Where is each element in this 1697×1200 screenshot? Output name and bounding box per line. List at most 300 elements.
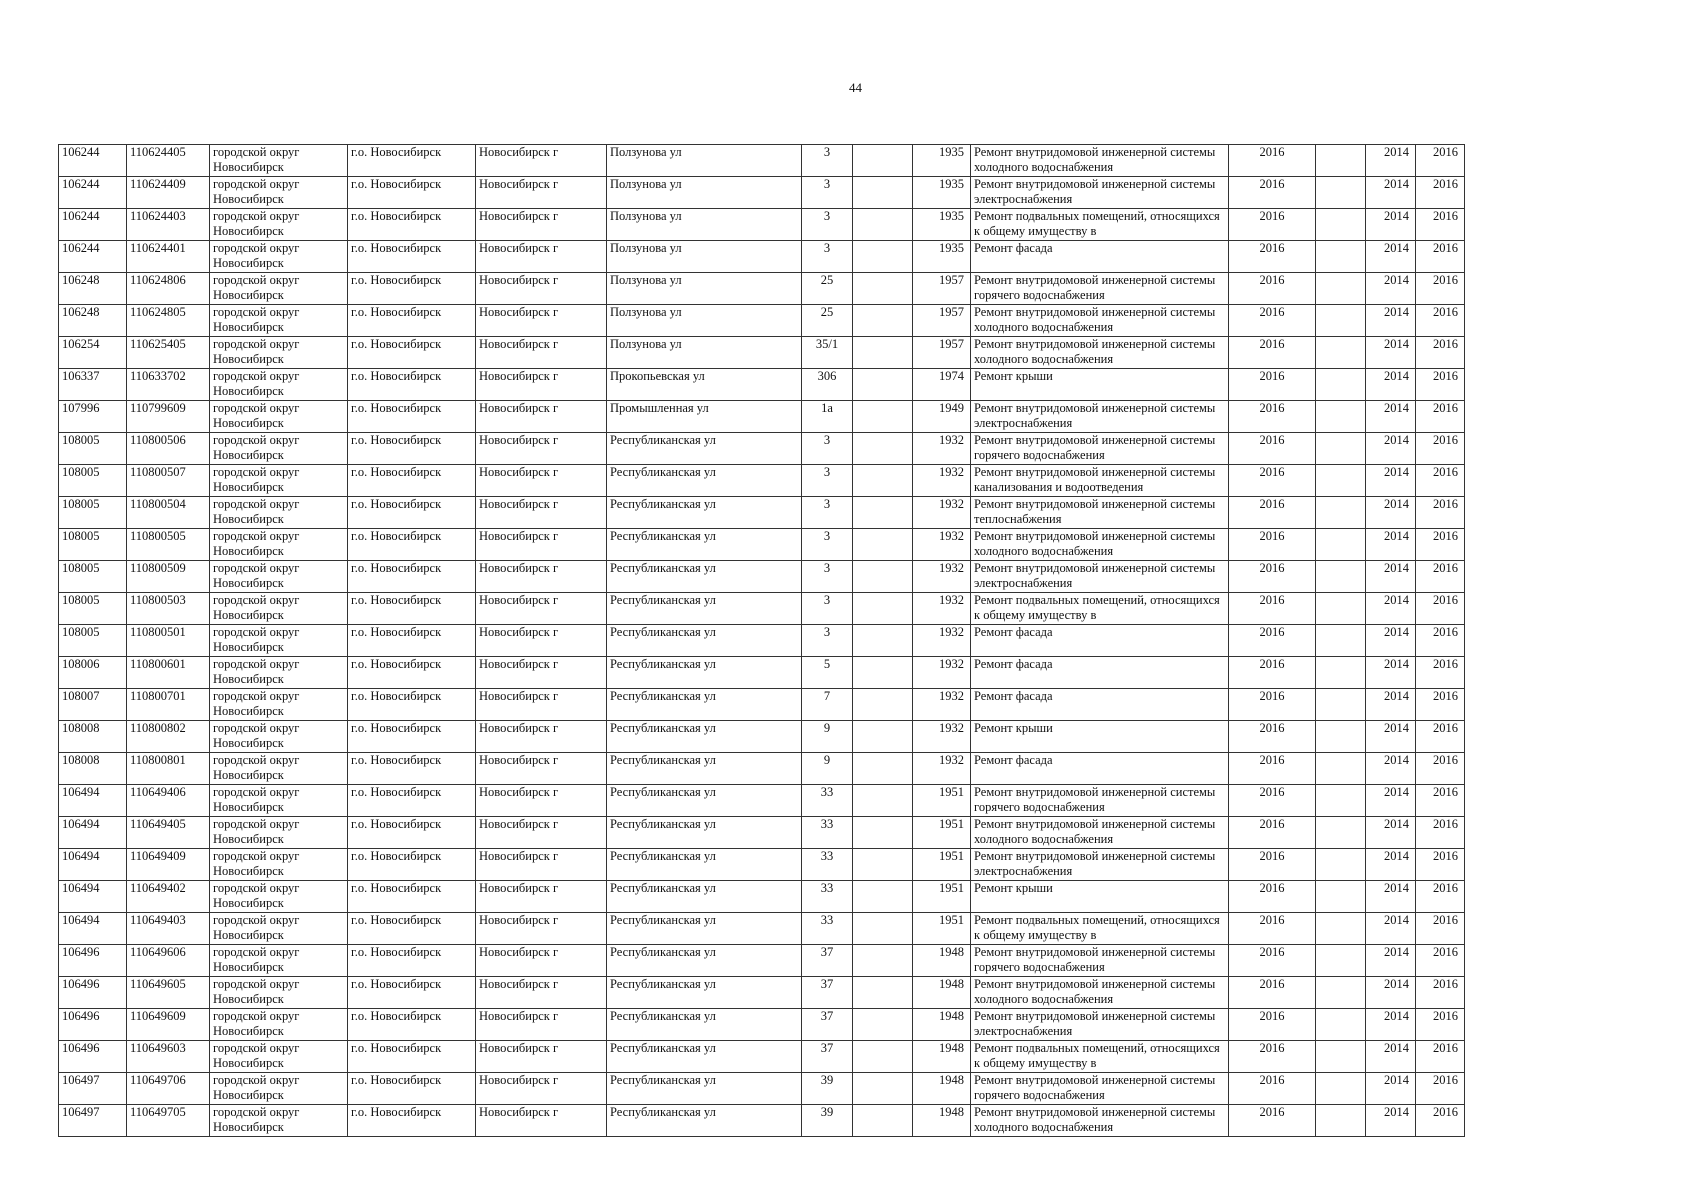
year-built-cell-text: 1951 [939, 881, 964, 895]
table-row [59, 945, 1465, 977]
object-id-cell [127, 177, 210, 209]
corpus-cell [853, 977, 913, 1009]
period-end-cell [1416, 241, 1465, 273]
house-id-cell [59, 1105, 127, 1137]
corpus-cell-text [856, 657, 909, 687]
period-start-cell [1366, 817, 1416, 849]
settlement-cell-text: г.о. Новосибирск [351, 465, 442, 479]
planned-year-cell [1229, 977, 1316, 1009]
house-number-cell-text: 3 [823, 145, 831, 159]
house-id-cell [59, 337, 127, 369]
period-end-cell [1416, 273, 1465, 305]
work-type-cell-text: Ремонт внутридомовой инженерной системы горячего водоснабжения [974, 273, 1216, 302]
blank-cell [1316, 433, 1366, 465]
city-cell [476, 497, 607, 529]
year-built-cell [913, 401, 971, 433]
settlement-cell-text: г.о. Новосибирск [351, 945, 442, 959]
corpus-cell-text [856, 369, 909, 399]
settlement-cell [348, 561, 476, 593]
settlement-cell [348, 849, 476, 881]
blank-cell [1316, 817, 1366, 849]
house-number-cell [802, 785, 853, 817]
corpus-cell-text [856, 849, 909, 879]
corpus-cell-text [856, 529, 909, 559]
house-id-cell-text: 108007 [62, 689, 100, 703]
city-cell [476, 721, 607, 753]
period-start-cell [1366, 753, 1416, 785]
city-cell [476, 433, 607, 465]
year-built-cell-text: 1951 [939, 785, 964, 799]
work-type-cell [971, 209, 1229, 241]
table-row [59, 593, 1465, 625]
settlement-cell-text: г.о. Новосибирск [351, 689, 442, 703]
period-end-cell [1416, 785, 1465, 817]
house-number-cell-text: 25 [820, 273, 834, 287]
house-id-cell [59, 977, 127, 1009]
table-row [59, 817, 1465, 849]
planned-year-cell [1229, 401, 1316, 433]
object-id-cell-text: 110649402 [130, 881, 186, 895]
object-id-cell [127, 561, 210, 593]
house-number-cell-text: 7 [823, 689, 831, 703]
blank-cell-text [1319, 913, 1362, 943]
settlement-cell [348, 273, 476, 305]
street-cell [607, 977, 802, 1009]
corpus-cell [853, 945, 913, 977]
settlement-cell [348, 337, 476, 369]
period-start-cell-text: 2014 [1384, 945, 1409, 959]
period-start-cell-text: 2014 [1384, 561, 1409, 575]
period-start-cell [1366, 593, 1416, 625]
municipality-cell [210, 1009, 348, 1041]
blank-cell [1316, 369, 1366, 401]
table-row [59, 401, 1465, 433]
period-start-cell-text: 2014 [1384, 401, 1409, 415]
work-type-cell-text: Ремонт внутридомовой инженерной системы электроснабжения [974, 1009, 1216, 1038]
blank-cell [1316, 657, 1366, 689]
settlement-cell [348, 1041, 476, 1073]
period-end-cell-text: 2016 [1433, 977, 1458, 991]
period-end-cell [1416, 305, 1465, 337]
object-id-cell [127, 529, 210, 561]
period-end-cell-text: 2016 [1433, 465, 1458, 479]
house-id-cell-text: 106494 [62, 913, 100, 927]
municipality-cell-text: городской округ Новосибирск [213, 721, 300, 750]
corpus-cell [853, 465, 913, 497]
city-cell-text: Новосибирск г [479, 465, 559, 479]
street-cell-text: Республиканская ул [610, 465, 716, 479]
period-start-cell [1366, 657, 1416, 689]
settlement-cell [348, 945, 476, 977]
blank-cell-text [1319, 721, 1362, 751]
house-number-cell-text: 37 [820, 977, 834, 991]
municipality-cell-text: городской округ Новосибирск [213, 1073, 300, 1102]
blank-cell [1316, 1105, 1366, 1137]
work-type-cell [971, 753, 1229, 785]
street-cell-text: Промышленная ул [610, 401, 709, 415]
street-cell [607, 689, 802, 721]
settlement-cell [348, 913, 476, 945]
period-end-cell-text: 2016 [1433, 849, 1458, 863]
settlement-cell [348, 145, 476, 177]
corpus-cell-text [856, 1041, 909, 1071]
street-cell [607, 1041, 802, 1073]
blank-cell-text [1319, 433, 1362, 463]
planned-year-cell [1229, 1041, 1316, 1073]
corpus-cell [853, 433, 913, 465]
object-id-cell-text: 110633702 [130, 369, 186, 383]
blank-cell [1316, 177, 1366, 209]
house-number-cell [802, 209, 853, 241]
corpus-cell-text [856, 1073, 909, 1103]
corpus-cell-text [856, 721, 909, 751]
settlement-cell-text: г.о. Новосибирск [351, 881, 442, 895]
object-id-cell [127, 721, 210, 753]
street-cell-text: Республиканская ул [610, 689, 716, 703]
city-cell-text: Новосибирск г [479, 273, 559, 287]
work-type-cell [971, 881, 1229, 913]
corpus-cell-text [856, 625, 909, 655]
street-cell-text: Ползунова ул [610, 337, 682, 351]
object-id-cell [127, 817, 210, 849]
object-id-cell-text: 110649705 [130, 1105, 186, 1119]
work-type-cell-text: Ремонт внутридомовой инженерной системы теплоснабжения [974, 497, 1216, 526]
municipality-cell [210, 849, 348, 881]
corpus-cell-text [856, 433, 909, 463]
period-start-cell [1366, 529, 1416, 561]
house-id-cell [59, 817, 127, 849]
work-type-cell-text: Ремонт внутридомовой инженерной системы холодного водоснабжения [974, 529, 1216, 558]
period-end-cell-text: 2016 [1433, 657, 1458, 671]
object-id-cell-text: 110800504 [130, 497, 186, 511]
settlement-cell-text: г.о. Новосибирск [351, 849, 442, 863]
city-cell [476, 561, 607, 593]
street-cell [607, 625, 802, 657]
object-id-cell-text: 110800506 [130, 433, 186, 447]
house-id-cell [59, 1073, 127, 1105]
planned-year-cell-text: 2016 [1259, 465, 1285, 479]
period-start-cell [1366, 913, 1416, 945]
period-end-cell [1416, 945, 1465, 977]
blank-cell [1316, 273, 1366, 305]
object-id-cell-text: 110624401 [130, 241, 186, 255]
planned-year-cell-text: 2016 [1259, 625, 1285, 639]
work-type-cell-text: Ремонт внутридомовой инженерной системы электроснабжения [974, 401, 1216, 430]
table-row [59, 849, 1465, 881]
blank-cell-text [1319, 369, 1362, 399]
blank-cell-text [1319, 401, 1362, 431]
house-number-cell-text: 3 [823, 625, 831, 639]
house-id-cell [59, 273, 127, 305]
object-id-cell-text: 110649706 [130, 1073, 186, 1087]
year-built-cell-text: 1951 [939, 817, 964, 831]
work-type-cell [971, 273, 1229, 305]
table-row [59, 1073, 1465, 1105]
period-end-cell [1416, 1073, 1465, 1105]
municipality-cell [210, 145, 348, 177]
house-id-cell-text: 106244 [62, 241, 100, 255]
object-id-cell [127, 945, 210, 977]
year-built-cell-text: 1948 [939, 1073, 964, 1087]
year-built-cell [913, 209, 971, 241]
corpus-cell-text [856, 753, 909, 783]
house-id-cell-text: 107996 [62, 401, 100, 415]
period-start-cell [1366, 465, 1416, 497]
work-type-cell [971, 849, 1229, 881]
period-end-cell [1416, 177, 1465, 209]
municipality-cell-text: городской округ Новосибирск [213, 689, 300, 718]
settlement-cell [348, 1073, 476, 1105]
object-id-cell [127, 337, 210, 369]
street-cell [607, 657, 802, 689]
house-number-cell-text: 39 [820, 1105, 834, 1119]
table-row [59, 209, 1465, 241]
period-start-cell-text: 2014 [1384, 337, 1409, 351]
municipality-cell-text: городской округ Новосибирск [213, 529, 300, 558]
city-cell-text: Новосибирск г [479, 721, 559, 735]
object-id-cell [127, 1041, 210, 1073]
planned-year-cell [1229, 209, 1316, 241]
work-type-cell-text: Ремонт внутридомовой инженерной системы холодного водоснабжения [974, 1105, 1216, 1134]
object-id-cell-text: 110649403 [130, 913, 186, 927]
object-id-cell [127, 1105, 210, 1137]
city-cell [476, 849, 607, 881]
table-row [59, 753, 1465, 785]
period-end-cell-text: 2016 [1433, 785, 1458, 799]
house-number-cell [802, 433, 853, 465]
planned-year-cell-text: 2016 [1259, 401, 1285, 415]
house-id-cell-text: 106496 [62, 1041, 100, 1055]
street-cell [607, 433, 802, 465]
house-number-cell [802, 305, 853, 337]
house-id-cell [59, 465, 127, 497]
period-start-cell [1366, 849, 1416, 881]
city-cell-text: Новосибирск г [479, 1009, 559, 1023]
period-start-cell-text: 2014 [1384, 529, 1409, 543]
settlement-cell [348, 209, 476, 241]
house-number-cell [802, 529, 853, 561]
year-built-cell [913, 753, 971, 785]
city-cell-text: Новосибирск г [479, 145, 559, 159]
period-start-cell-text: 2014 [1384, 1041, 1409, 1055]
work-type-cell [971, 177, 1229, 209]
planned-year-cell [1229, 369, 1316, 401]
house-id-cell-text: 108005 [62, 561, 100, 575]
work-type-cell [971, 625, 1229, 657]
work-type-cell-text: Ремонт подвальных помещений, относящихся к общему имуществу в [974, 209, 1220, 238]
period-start-cell-text: 2014 [1384, 785, 1409, 799]
blank-cell [1316, 721, 1366, 753]
house-id-cell [59, 721, 127, 753]
period-end-cell [1416, 689, 1465, 721]
house-number-cell-text: 33 [820, 785, 834, 799]
work-type-cell-text: Ремонт внутридомовой инженерной системы горячего водоснабжения [974, 1073, 1216, 1102]
blank-cell [1316, 689, 1366, 721]
city-cell [476, 913, 607, 945]
planned-year-cell [1229, 689, 1316, 721]
planned-year-cell-text: 2016 [1259, 689, 1285, 703]
street-cell [607, 881, 802, 913]
year-built-cell [913, 273, 971, 305]
object-id-cell [127, 753, 210, 785]
planned-year-cell [1229, 753, 1316, 785]
settlement-cell-text: г.о. Новосибирск [351, 785, 442, 799]
year-built-cell [913, 849, 971, 881]
house-id-cell [59, 1041, 127, 1073]
work-type-cell-text: Ремонт крыши [974, 721, 1053, 735]
year-built-cell [913, 593, 971, 625]
settlement-cell [348, 529, 476, 561]
settlement-cell [348, 881, 476, 913]
municipality-cell [210, 1041, 348, 1073]
street-cell-text: Республиканская ул [610, 881, 716, 895]
table-row [59, 305, 1465, 337]
period-end-cell [1416, 1105, 1465, 1137]
blank-cell-text [1319, 977, 1362, 1007]
city-cell [476, 465, 607, 497]
year-built-cell [913, 433, 971, 465]
street-cell-text: Республиканская ул [610, 625, 716, 639]
house-number-cell-text: 3 [823, 177, 831, 191]
year-built-cell [913, 817, 971, 849]
house-id-cell-text: 106494 [62, 849, 100, 863]
house-number-cell [802, 1041, 853, 1073]
street-cell-text: Республиканская ул [610, 721, 716, 735]
work-type-cell-text: Ремонт крыши [974, 369, 1053, 383]
object-id-cell-text: 110624405 [130, 145, 186, 159]
street-cell-text: Республиканская ул [610, 945, 716, 959]
street-cell-text: Ползунова ул [610, 273, 682, 287]
object-id-cell [127, 1073, 210, 1105]
work-type-cell-text: Ремонт внутридомовой инженерной системы горячего водоснабжения [974, 945, 1216, 974]
street-cell-text: Республиканская ул [610, 753, 716, 767]
year-built-cell-text: 1932 [939, 593, 964, 607]
corpus-cell [853, 561, 913, 593]
table-row [59, 177, 1465, 209]
municipality-cell-text: городской округ Новосибирск [213, 241, 300, 270]
house-number-cell [802, 881, 853, 913]
period-start-cell [1366, 401, 1416, 433]
house-number-cell-text: 33 [820, 849, 834, 863]
planned-year-cell [1229, 593, 1316, 625]
work-type-cell-text: Ремонт внутридомовой инженерной системы электроснабжения [974, 561, 1216, 590]
municipality-cell-text: городской округ Новосибирск [213, 465, 300, 494]
object-id-cell [127, 785, 210, 817]
city-cell [476, 753, 607, 785]
city-cell [476, 817, 607, 849]
municipality-cell [210, 561, 348, 593]
period-start-cell [1366, 241, 1416, 273]
street-cell-text: Республиканская ул [610, 529, 716, 543]
house-id-cell [59, 753, 127, 785]
municipality-cell [210, 657, 348, 689]
house-number-cell [802, 657, 853, 689]
settlement-cell-text: г.о. Новосибирск [351, 561, 442, 575]
period-start-cell [1366, 881, 1416, 913]
table-row [59, 497, 1465, 529]
year-built-cell-text: 1932 [939, 721, 964, 735]
blank-cell-text [1319, 241, 1362, 271]
work-type-cell [971, 241, 1229, 273]
blank-cell [1316, 945, 1366, 977]
corpus-cell [853, 369, 913, 401]
house-id-cell-text: 106496 [62, 1009, 100, 1023]
work-type-cell [971, 433, 1229, 465]
year-built-cell-text: 1932 [939, 689, 964, 703]
table-row [59, 1105, 1465, 1137]
street-cell [607, 273, 802, 305]
house-id-cell [59, 177, 127, 209]
object-id-cell-text: 110649609 [130, 1009, 186, 1023]
corpus-cell-text [856, 945, 909, 975]
municipality-cell [210, 337, 348, 369]
city-cell [476, 401, 607, 433]
work-type-cell [971, 593, 1229, 625]
year-built-cell [913, 369, 971, 401]
object-id-cell [127, 273, 210, 305]
corpus-cell-text [856, 177, 909, 207]
planned-year-cell-text: 2016 [1259, 145, 1285, 159]
house-number-cell-text: 25 [820, 305, 834, 319]
planned-year-cell [1229, 913, 1316, 945]
corpus-cell-text [856, 209, 909, 239]
period-start-cell-text: 2014 [1384, 177, 1409, 191]
blank-cell [1316, 1009, 1366, 1041]
year-built-cell [913, 881, 971, 913]
blank-cell-text [1319, 273, 1362, 303]
period-start-cell-text: 2014 [1384, 657, 1409, 671]
corpus-cell [853, 337, 913, 369]
street-cell-text: Республиканская ул [610, 433, 716, 447]
planned-year-cell-text: 2016 [1259, 913, 1285, 927]
corpus-cell-text [856, 497, 909, 527]
street-cell-text: Республиканская ул [610, 913, 716, 927]
work-type-cell-text: Ремонт внутридомовой инженерной системы холодного водоснабжения [974, 145, 1216, 174]
period-start-cell-text: 2014 [1384, 145, 1409, 159]
city-cell-text: Новосибирск г [479, 689, 559, 703]
object-id-cell [127, 145, 210, 177]
house-number-cell-text: 3 [823, 241, 831, 255]
street-cell-text: Республиканская ул [610, 849, 716, 863]
period-end-cell [1416, 561, 1465, 593]
city-cell-text: Новосибирск г [479, 1105, 559, 1119]
planned-year-cell [1229, 1073, 1316, 1105]
house-number-cell-text: 9 [823, 753, 831, 767]
settlement-cell-text: г.о. Новосибирск [351, 753, 442, 767]
period-end-cell [1416, 849, 1465, 881]
street-cell [607, 1105, 802, 1137]
house-id-cell-text: 106496 [62, 977, 100, 991]
object-id-cell-text: 110800801 [130, 753, 186, 767]
city-cell [476, 1041, 607, 1073]
year-built-cell [913, 529, 971, 561]
table-row [59, 913, 1465, 945]
house-number-cell [802, 1009, 853, 1041]
work-type-cell [971, 721, 1229, 753]
work-type-cell [971, 1041, 1229, 1073]
planned-year-cell-text: 2016 [1259, 529, 1285, 543]
city-cell [476, 657, 607, 689]
house-id-cell-text: 106497 [62, 1105, 100, 1119]
table-row [59, 337, 1465, 369]
planned-year-cell [1229, 721, 1316, 753]
table-row [59, 241, 1465, 273]
period-end-cell-text: 2016 [1433, 497, 1458, 511]
street-cell [607, 337, 802, 369]
planned-year-cell [1229, 561, 1316, 593]
year-built-cell [913, 337, 971, 369]
year-built-cell-text: 1932 [939, 529, 964, 543]
